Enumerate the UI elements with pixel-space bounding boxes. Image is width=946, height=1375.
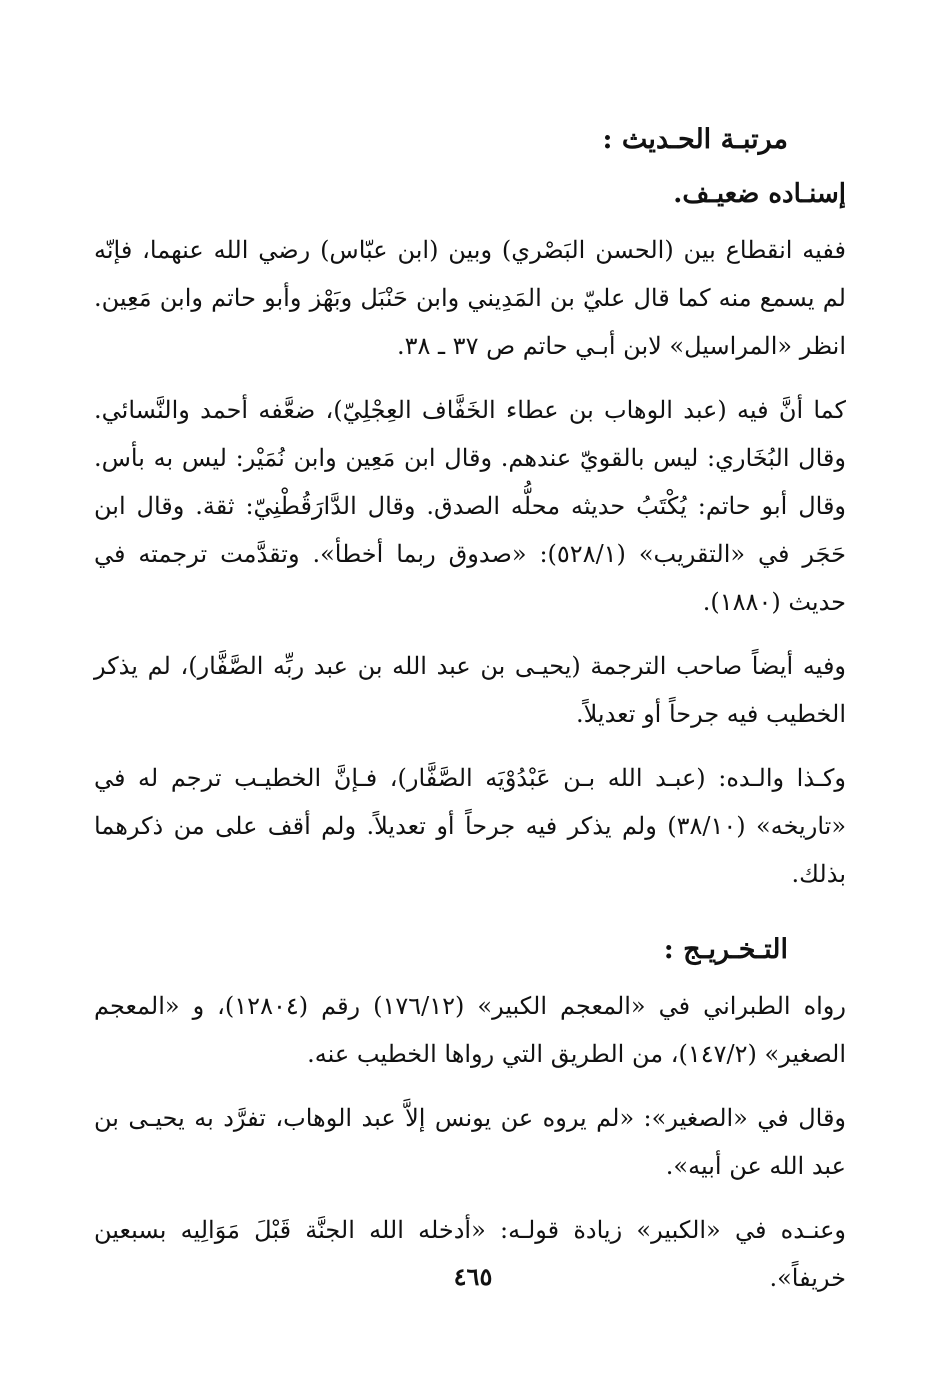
paragraph-interruption: ففيه انقطاع بين (الحسن البَصْري) وبين (ابن عبّاس) رضي الله عنهما، فإنّه لم يسمع منه كما قال عليّ بن المَدِيني وابن حَنْبَل وبَهْز وأبو حاتم وابن مَعِين. انظر «المراسيل» لابن أبـي حاتم ص ٣٧ ـ ٣٨.	[94, 236, 846, 360]
paragraph-father: وكـذا والـده: (عبـد الله بـن عَبْدُوْيَه الصَّفَّار)، فـإنَّ الخطيـب ترجم له في «تاريخه» (٣٨/١٠) ولم يذكر فيه جرحاً أو تعديلاً. ولم أقف على من ذكرهما بذلك.	[94, 764, 847, 888]
paragraph-saghir: وقال في «الصغير»: «لم يروه عن يونس إلاَّ عبد الوهاب، تفرَّد به يحيـى بن عبد الله عن أبيه».	[94, 1104, 846, 1180]
page-number: ٤٦٥	[453, 1262, 493, 1291]
paragraph-yahya: وفيه أيضاً صاحب الترجمة (يحيـى بن عبد الله بن عبد ربِّه الصَّفَّار)، لم يذكر الخطيب فيه جرحاً أو تعديلاً.	[94, 652, 847, 728]
document-page	[94, 118, 846, 1298]
paragraph-kabir: وعنـده في «الكبير» زيادة قولـه: «أدخله الله الجنَّة قَبْلَ مَوَالِيه بسبعين خريفاً».	[94, 1216, 846, 1292]
isnad-verdict: إسنـاده ضعيـف.	[673, 179, 846, 209]
paragraph-abdulwahhab: كما أنَّ فيه (عبد الوهاب بن عطاء الخَفَّاف العِجْلِيّ)، ضعَّفه أحمد والنَّسائي. وقال البُخَاري: ليس بالقويّ عندهم. وقال ابن مَعِين وابن نُمَيْر: ليس به بأس. وقال أبو حاتم: يُكْتَبُ حديثه محلُّه الصدق. وقال الدَّارَقُطْنِيّ: ثقة. وقال ابن حَجَر في «التقريب» (٥٢٨/١): «صدوق ربما أخطأ». وتقدَّمت ترجمته في حديث (١٨٨٠).	[94, 396, 846, 616]
paragraph-tabarani: رواه الطبراني في «المعجم الكبير» (١٧٦/١٢) رقم (١٢٨٠٤)، و «المعجم الصغير» (١٤٧/٢)، من الطريق التي رواها الخطيب عنه.	[94, 992, 846, 1068]
takhrij-heading: التـخـريـج :	[663, 934, 788, 965]
hadith-rank-heading: مرتبـة الحـديث :	[602, 124, 788, 155]
